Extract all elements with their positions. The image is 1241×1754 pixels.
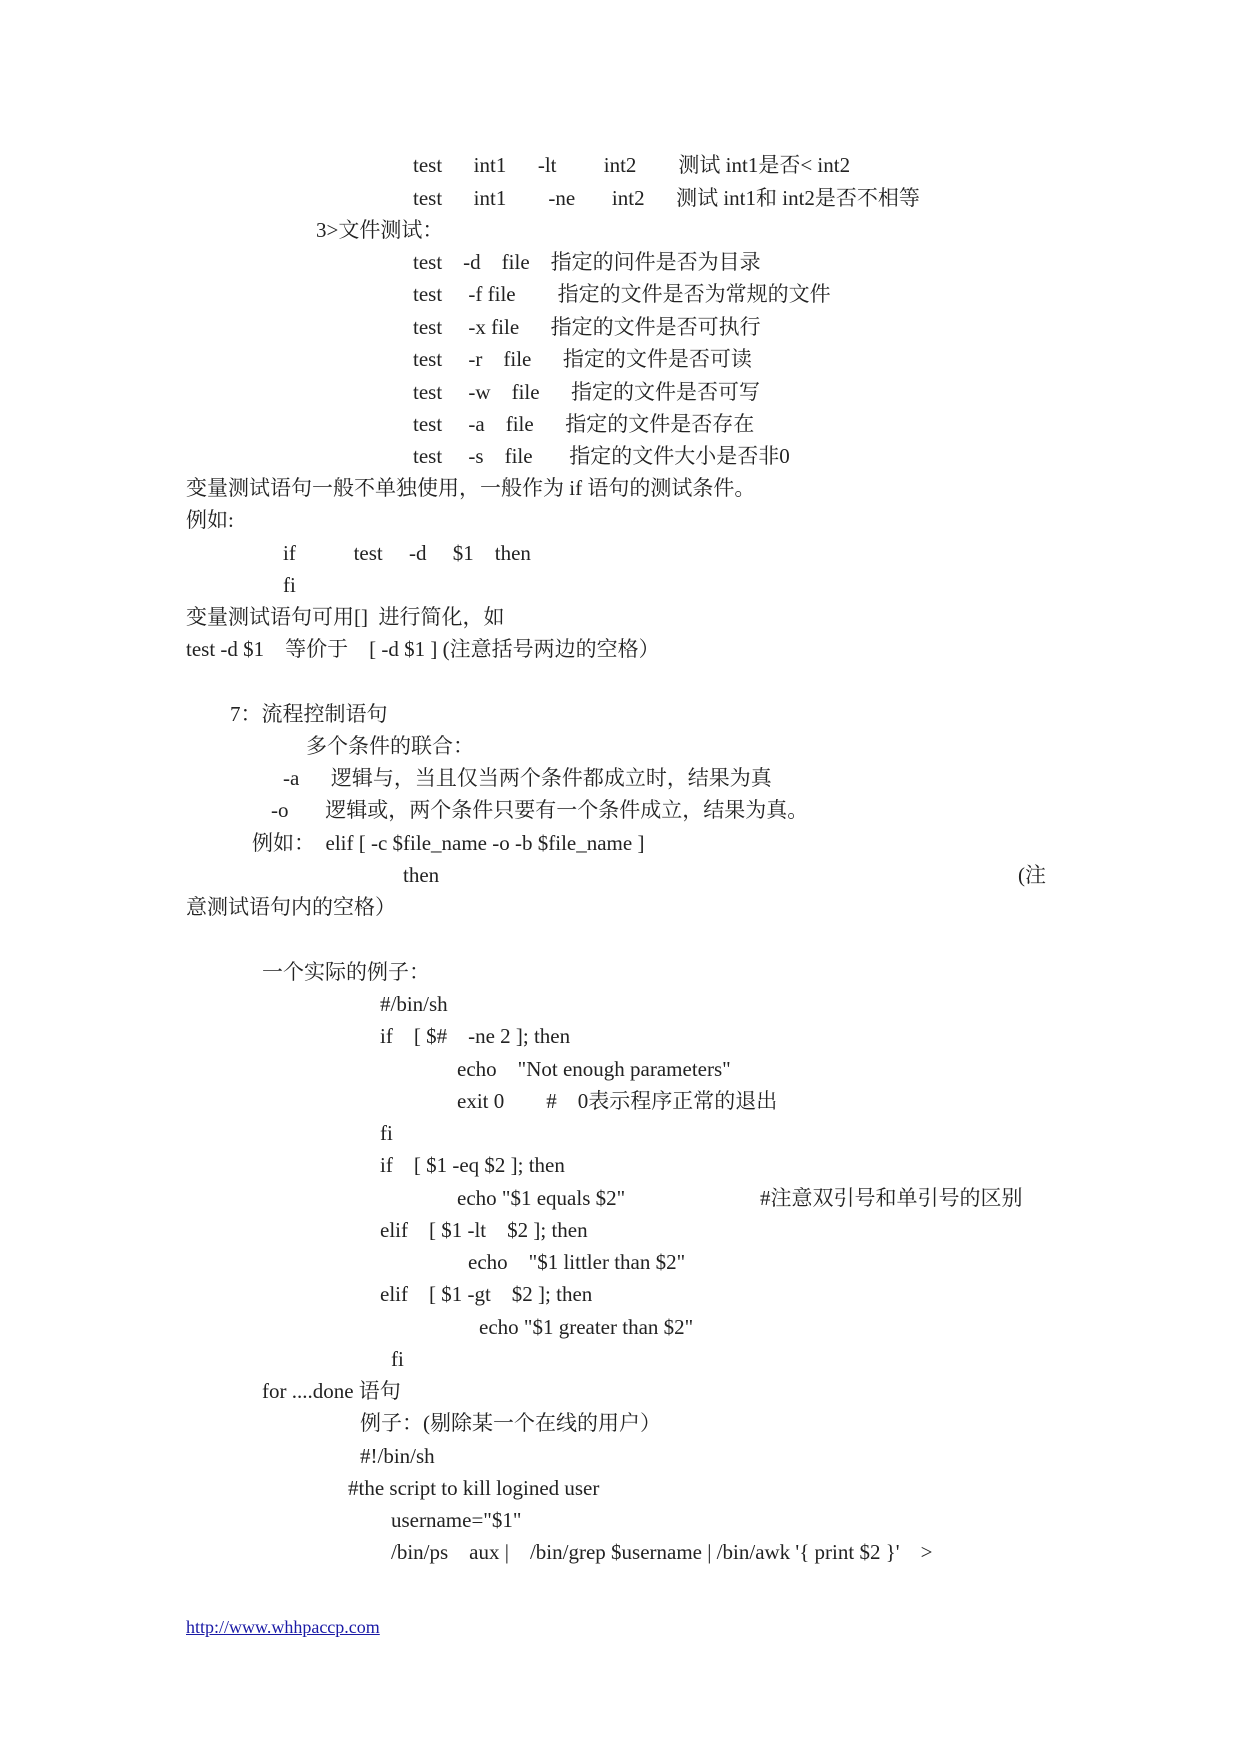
code-line: fi xyxy=(283,573,296,597)
text-line: 一个实际的例子： xyxy=(262,960,430,984)
code-line: #the script to kill logined user xyxy=(348,1476,600,1500)
footer-link[interactable]: http://www.whhpaccp.com xyxy=(186,1617,380,1637)
code-line: if [ $# -ne 2 ]; then xyxy=(380,1024,571,1048)
code-line: elif [ $1 -gt $2 ]; then xyxy=(380,1282,593,1306)
text-line: test -d $1 等价于 [ -d $1 ] (注意括号两边的空格） xyxy=(186,637,660,661)
code-line: exit 0 # 0表示程序正常的退出 xyxy=(457,1089,778,1113)
text-line: test -d file 指定的问件是否为目录 xyxy=(413,250,761,274)
text-line: test -s file 指定的文件大小是否非0 xyxy=(413,444,790,468)
text-line: test -w file 指定的文件是否可写 xyxy=(413,380,761,404)
text-line: 意测试语句内的空格） xyxy=(186,895,396,919)
section-heading: 7：流程控制语句 xyxy=(230,702,388,726)
text-line: 变量测试语句一般不单独使用，一般作为 if 语句的测试条件。 xyxy=(186,476,756,500)
text-line: -a 逻辑与，当且仅当两个条件都成立时，结果为真 xyxy=(283,766,772,790)
code-line: if test -d $1 then xyxy=(283,541,531,565)
code-line: #!/bin/sh xyxy=(360,1444,435,1468)
text-line: 例子：(剔除某一个在线的用户） xyxy=(360,1411,661,1435)
code-line: /bin/ps aux | /bin/grep $username | /bin/awk '{ print $2 }' > xyxy=(391,1540,933,1564)
text-line: 例如： elif [ -c $file_name -o -b $file_name ] xyxy=(252,831,645,855)
text-line: test -a file 指定的文件是否存在 xyxy=(413,412,755,436)
code-line: fi xyxy=(380,1121,393,1145)
text-line: 多个条件的联合： xyxy=(306,734,474,758)
text-line: (注 xyxy=(1018,863,1046,887)
code-line: echo "$1 equals $2" xyxy=(457,1186,626,1210)
text-line: -o 逻辑或，两个条件只要有一个条件成立，结果为真。 xyxy=(271,798,809,822)
code-line: #/bin/sh xyxy=(380,992,448,1016)
text-line: test int1 -lt int2 测试 int1是否< int2 xyxy=(413,153,851,177)
code-line: fi xyxy=(391,1347,404,1371)
text-line: 例如: xyxy=(186,508,234,532)
text-line: test -f file 指定的文件是否为常规的文件 xyxy=(413,282,831,306)
section-heading: 3>文件测试： xyxy=(316,218,444,242)
text-line: test -x file 指定的文件是否可执行 xyxy=(413,315,761,339)
code-line: echo "$1 littler than $2" xyxy=(468,1250,686,1274)
code-line: if [ $1 -eq $2 ]; then xyxy=(380,1153,565,1177)
code-line: then xyxy=(403,863,440,887)
code-comment: #注意双引号和单引号的区别 xyxy=(760,1186,1023,1210)
text-line: test int1 -ne int2 测试 int1和 int2是否不相等 xyxy=(413,186,920,210)
text-line: test -r file 指定的文件是否可读 xyxy=(413,347,752,371)
code-line: echo "Not enough parameters" xyxy=(457,1057,731,1081)
code-line: username="$1" xyxy=(391,1508,522,1532)
code-line: elif [ $1 -lt $2 ]; then xyxy=(380,1218,588,1242)
code-line: echo "$1 greater than $2" xyxy=(479,1315,694,1339)
text-line: 变量测试语句可用[] 进行简化，如 xyxy=(186,605,505,629)
section-heading: for ....done 语句 xyxy=(262,1379,401,1403)
